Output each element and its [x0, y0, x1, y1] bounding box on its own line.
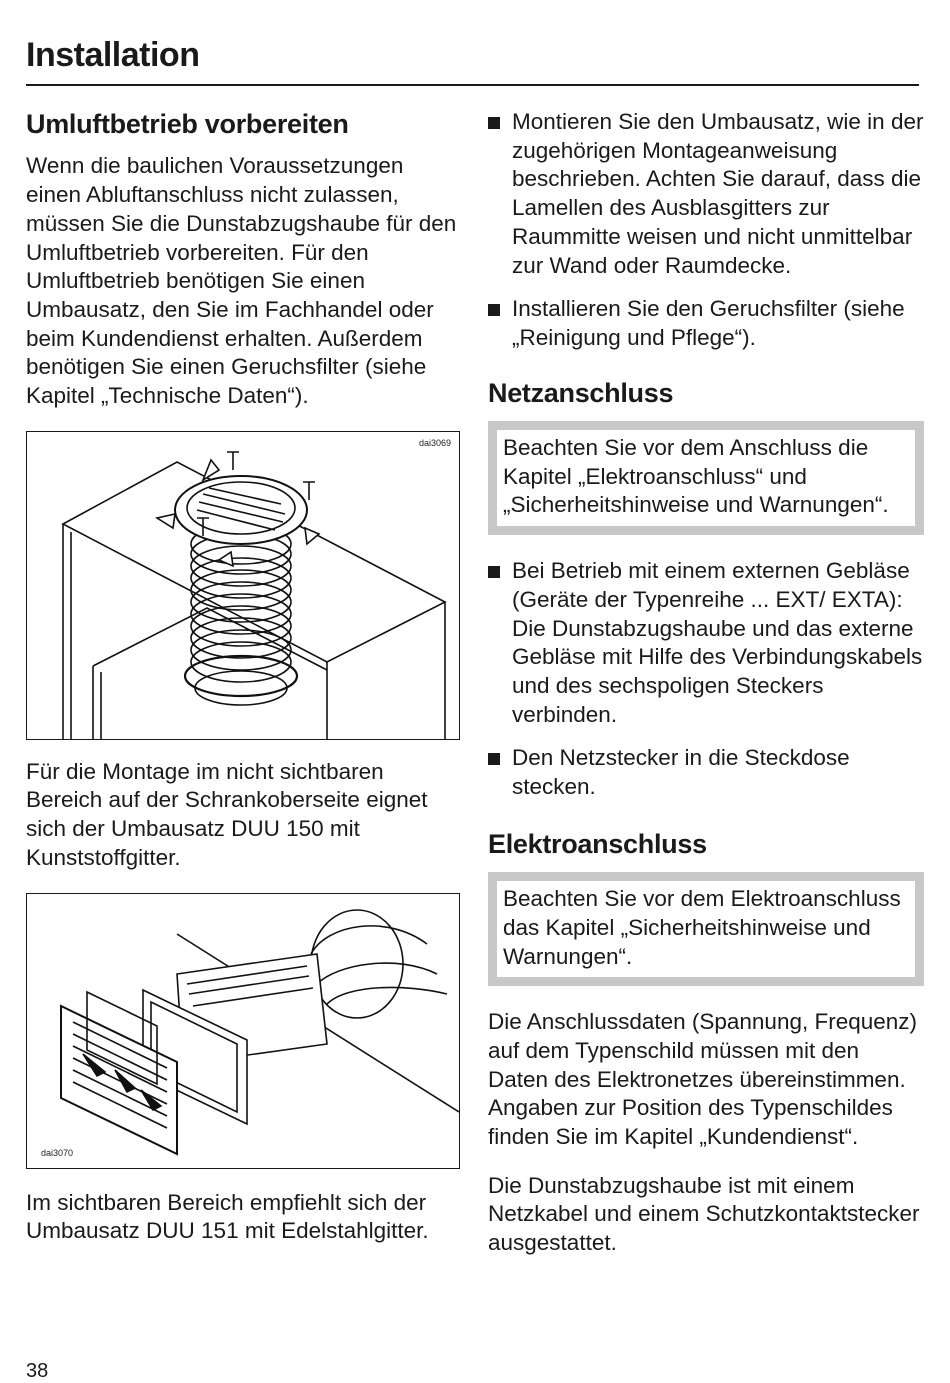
note-box-netzanschluss — [488, 421, 924, 535]
paragraph-anschlussdaten: Die Anschlussdaten (Spannung, Frequenz) auf dem Typenschild müssen mit den Daten des Elektronetzes übereinstimmen. Angaben zur Position des Typenschildes finden Sie im Kapitel „Kundendienst“. — [488, 1009, 918, 1150]
page-title: Installation — [26, 36, 200, 74]
square-bullet-icon — [488, 304, 500, 316]
list-item: Installieren Sie den Geruchsfilter (siehe „Reinigung und Pflege“). — [488, 295, 924, 352]
note-text: Beachten Sie vor dem Elektroanschluss das Kapitel „Sicherheitshinweise und Warnungen“. — [503, 886, 901, 969]
heading-umluftbetrieb: Umluftbetrieb vorbereiten — [26, 109, 349, 139]
note-box-elektroanschluss — [488, 872, 924, 986]
left-column — [26, 108, 462, 1246]
square-bullet-icon — [488, 117, 500, 129]
intro-paragraph: Wenn die baulichen Voraussetzungen einen Abluftanschluss nicht zulassen, müssen Sie die Dunstabzugshaube für den Umluftbetrieb vorbereiten. Für den Umluftbetrieb benötigen Sie einen Umbausatz, den Sie im Fachhandel oder beim Kundendienst erhalten. Außerdem benötigen Sie einen Geruchsfilter (siehe Kapitel „Technische Daten“). — [26, 153, 457, 409]
list-item: Montieren Sie den Umbausatz, wie in der zugehörigen Montageanweisung beschrieben. Achten Sie darauf, dass die Lamellen des Ausblasgitters zur Raummitte weisen und nicht unmittelbar zur Wand oder Raumdecke. — [488, 108, 924, 280]
note-text: Beachten Sie vor dem Anschluss die Kapitel „Elektroanschluss“ und „Sicherheitshinweise und Warnungen“. — [503, 435, 889, 518]
grille-diagram-illustration — [27, 894, 459, 1168]
square-bullet-icon — [488, 566, 500, 578]
figure-grille-kit — [26, 893, 460, 1169]
netz-bullet-list — [488, 557, 924, 802]
paragraph-duu151: Im sichtbaren Bereich empfiehlt sich der Umbausatz DUU 151 mit Edelstahlgitter. — [26, 1189, 429, 1244]
list-item: Den Netzstecker in die Steckdose stecken. — [488, 744, 924, 801]
heading-elektroanschluss: Elektroanschluss — [488, 828, 707, 859]
title-rule — [26, 84, 919, 86]
paragraph-netzkabel: Die Dunstabzugshaube ist mit einem Netzkabel und einem Schutzkontaktstecker ausgestattet. — [488, 1172, 920, 1256]
heading-netzanschluss: Netzanschluss — [488, 377, 674, 408]
mounting-bullet-list — [488, 108, 924, 353]
right-column — [488, 108, 924, 1258]
hood-diagram-illustration — [27, 432, 459, 739]
paragraph-duu150: Für die Montage im nicht sichtbaren Bereich auf der Schrankoberseite eignet sich der Umbausatz DUU 150 mit Kunststoffgitter. — [26, 758, 428, 870]
figure-code: dai3069 — [418, 437, 451, 448]
figure-code: dai3070 — [41, 1147, 74, 1158]
square-bullet-icon — [488, 753, 500, 765]
figure-hood-conversion-kit — [26, 431, 460, 740]
list-item: Bei Betrieb mit einem externen Gebläse (Geräte der Typenreihe ... EXT/ EXTA): Die Dunstabzugshaube und das externe Gebläse mit Hilfe des Verbindungskabels und des sechspoligen Steckers verbinden. — [488, 557, 924, 729]
page-number: 38 — [26, 1360, 49, 1382]
